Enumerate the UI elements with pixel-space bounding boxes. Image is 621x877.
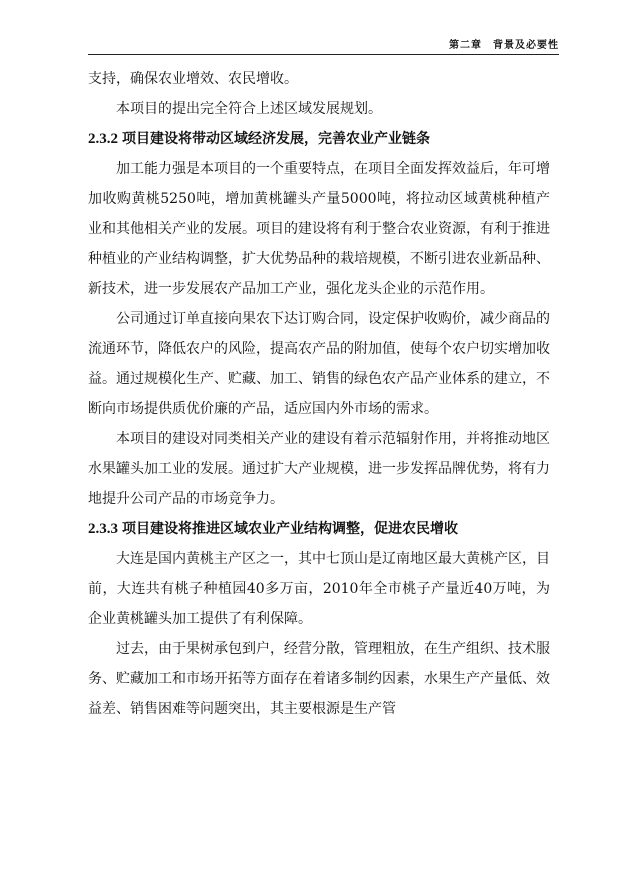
paragraph: 本项目的建设对同类相关产业的建设有着示范辐射作用，并将推动地区水果罐头加工业的发展。通过扩大产业规模，进一步发挥品牌优势，将有力地提升公司产品的市场竞争力。 <box>88 431 550 507</box>
section-title: 项目建设将带动区域经济发展，完善农业产业链条 <box>122 131 430 147</box>
paragraph: 本项目的提出完全符合上述区域发展规划。 <box>116 101 382 117</box>
document-body <box>88 64 550 724</box>
section-number: 2.3.3 <box>88 521 118 537</box>
header-rule <box>88 54 559 55</box>
section-heading-2-3-3 <box>88 514 550 544</box>
paragraph: 公司通过订单直接向果农下达订购合同，设定保护收购价，减少商品的流通环节，降低农户的风险，提高农产品的附加值，使每个农户切实增加收益。通过规模化生产、贮藏、加工、销售的绿色农产品产业体系的建立，不断向市场提供质优价廉的产品，适应国内外市场的需求。 <box>88 311 550 417</box>
paragraph: 大连是国内黄桃主产区之一，其中七顶山是辽南地区最大黄桃产区，目前，大连共有桃子种植园40多万亩，2010年全市桃子产量近40万吨，为企业黄桃罐头加工提供了有利保障。 <box>88 551 550 627</box>
section-heading-2-3-2 <box>88 124 550 154</box>
paragraph: 过去，由于果树承包到户，经营分散，管理粗放，在生产组织、技术服务、贮藏加工和市场开拓等方面存在着诸多制约因素，水果生产产量低、效益差、销售困难等问题突出，其主要根源是生产管 <box>88 641 550 717</box>
chapter-header: 第二章 背景及必要性 <box>449 40 559 51</box>
paragraph: 加工能力强是本项目的一个重要特点，在项目全面发挥效益后，年可增加收购黄桃5250吨，增加黄桃罐头产量5000吨，将拉动区域黄桃种植产业和其他相关产业的发展。项目的建设将有利于整合农业资源，有利于推进种植业的产业结构调整，扩大优势品种的栽培规模，不断引进农业新品种、新技术，进一步发展农产品加工产业，强化龙头企业的示范作用。 <box>88 161 550 297</box>
paragraph: 支持，确保农业增效、农民增收。 <box>88 71 298 87</box>
section-title: 项目建设将推进区域农业产业结构调整，促进农民增收 <box>122 521 458 537</box>
section-number: 2.3.2 <box>88 131 118 147</box>
